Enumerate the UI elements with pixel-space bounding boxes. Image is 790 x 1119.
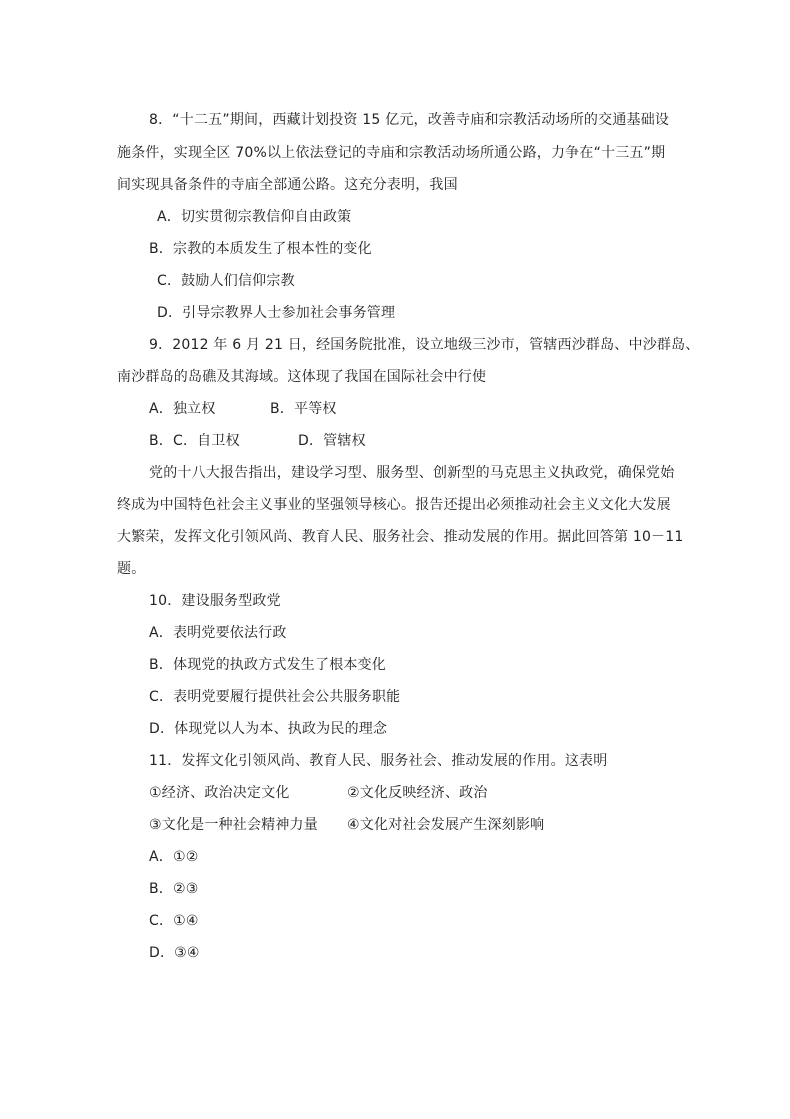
q9-option-a: A．独立权	[149, 401, 216, 417]
q9-option-c: B．C．自卫权	[149, 433, 240, 449]
q9-options-row-1	[149, 399, 337, 419]
q10-option-c: C．表明党要履行提供社会公共服务职能	[149, 689, 401, 705]
passage-line-3: 大繁荣，发挥文化引领风尚、教育人民、服务社会、推动发展的作用。据此回答第 10－11	[117, 529, 684, 545]
q11-option-a: A．①②	[149, 849, 199, 865]
q11-item-1: ①经济、政治决定文化	[149, 785, 290, 801]
q9-options-row-2	[149, 431, 366, 451]
q11-item-4: ④文化对社会发展产生深刻影响	[347, 817, 545, 833]
q10-option-d: D．体现党以人为本、执政为民的理念	[149, 721, 388, 737]
q8-stem-line-2: 施条件，实现全区 70%以上依法登记的寺庙和宗教活动场所通公路，力争在“十三五”期	[117, 145, 666, 161]
q11-items-row-2	[149, 815, 544, 835]
q10-option-a: A．表明党要依法行政	[149, 625, 287, 641]
q8-stem-line-3: 间实现具备条件的寺庙全部通公路。这充分表明，我国	[117, 177, 458, 193]
q11-option-b: B．②③	[149, 881, 199, 897]
q10-option-b: B．体现党的执政方式发生了根本变化	[149, 657, 387, 673]
q8-option-c: C．鼓励人们信仰宗教	[157, 273, 295, 289]
q8-option-b: B．宗教的本质发生了根本性的变化	[149, 241, 372, 257]
q8-option-d: D．引导宗教界人士参加社会事务管理	[157, 305, 396, 321]
q11-option-d: D．③④	[149, 945, 200, 961]
q8-stem-line-1: 8．“十二五”期间，西藏计划投资 15 亿元，改善寺庙和宗教活动场所的交通基础设	[149, 112, 670, 128]
q9-stem-line-1: 9．2012 年 6 月 21 日，经国务院批准，设立地级三沙市，管辖西沙群岛、中沙群岛、	[149, 337, 700, 353]
passage-line-2: 终成为中国特色社会主义事业的坚强领导核心。报告还提出必须推动社会主义文化大发展	[117, 497, 671, 513]
q9-option-b: B．平等权	[270, 401, 337, 417]
q11-stem: 11．发挥文化引领风尚、教育人民、服务社会、推动发展的作用。这表明	[149, 753, 608, 769]
passage-line-1: 党的十八大报告指出，建设学习型、服务型、创新型的马克思主义执政党，确保党始	[149, 465, 675, 481]
q9-option-d: D．管辖权	[298, 433, 366, 449]
q10-stem: 10．建设服务型政党	[149, 593, 281, 609]
q8-option-a: A．切实贯彻宗教信仰自由政策	[157, 209, 352, 225]
passage-line-4: 题。	[117, 561, 146, 577]
q11-items-row-1	[149, 783, 488, 803]
q11-item-2: ②文化反映经济、政治	[347, 785, 488, 801]
q11-option-c: C．①④	[149, 913, 199, 929]
q11-item-3: ③文化是一种社会精神力量	[149, 817, 318, 833]
q9-stem-line-2: 南沙群岛的岛礁及其海域。这体现了我国在国际社会中行使	[117, 369, 487, 385]
